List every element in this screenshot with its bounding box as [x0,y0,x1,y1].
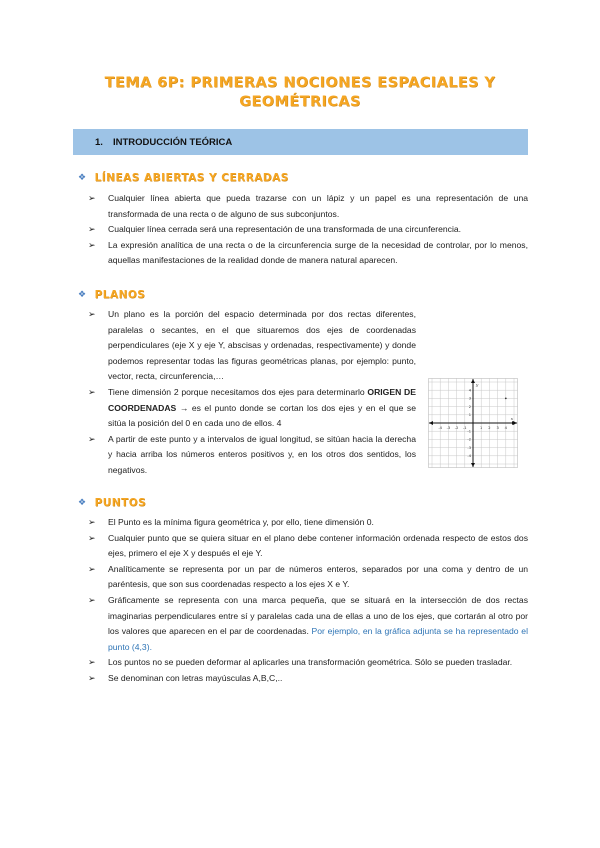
puntos-list [88,515,528,687]
section-header-bar [73,129,528,155]
y-tick-label: 1 [468,413,471,418]
heading-lineas-text: LÍNEAS ABIERTAS Y CERRADAS [94,172,289,184]
x-tick-label: 2 [488,426,491,430]
arrow-bullet-icon: ➢ [88,386,96,397]
list-item: ➢ Cualquier punto que se quiera situar en el plano debe contener información ordenada respecto de estos dos ejes, primero el eje X y después el eje Y. [88,532,528,559]
lineas-list [88,191,528,269]
x-tick-label: -3 [446,426,451,430]
arrow-bullet-icon: ➢ [88,433,96,444]
arrow-bullet-icon: ➢ [88,657,96,668]
y-tick-label: -1 [467,429,471,434]
arrow-bullet-icon: ➢ [88,532,96,543]
arrow-bullet-icon: ➢ [88,309,96,319]
heading-planos-text: PLANOS [94,289,146,301]
y-tick-label: -4 [467,454,471,459]
y-tick-label: 2 [468,404,471,409]
list-item: ➢ Un plano es la porción del espacio determinada por dos rectas diferentes, paralelas o secantes, en el que situaremos dos ejes de coordenadas perpendiculares (eje X y eje Y, abscisas y ordenadas, respectivamente) y donde podemos representar todas las figuras geométricas planas, por ejemplo: punto, vector, recta, circunferencia,… [88,309,416,382]
y-tick-label: 4 [468,388,471,393]
x-tick-label: -1 [463,426,467,430]
diamond-bullet-icon: ❖ [78,290,87,300]
diamond-bullet-icon: ❖ [78,498,87,508]
section-number: 1. [95,136,103,148]
list-item: ➢ Cualquier línea abierta que pueda trazarse con un lápiz y un papel es una representación de una transformada de una recta o de alguno de sus subconjuntos. [88,193,528,219]
list-item: ➢ Analíticamente se representa por un par de números enteros, separados por una coma y dentro de un paréntesis, que son sus coordenadas respecto a los ejes X e Y. [88,563,528,590]
x-tick-label: 3 [496,426,499,430]
y-tick-label: -3 [467,445,471,450]
document-title [60,74,540,112]
arrow-bullet-icon: ➢ [88,239,96,250]
diamond-bullet-icon: ❖ [78,173,87,183]
arrow-bullet-icon: ➢ [88,224,96,235]
list-item: ➢ Tiene dimensión 2 porque necesitamos dos ejes para determinarlo ORIGEN DE COORDENADAS → es el punto donde se cortan los dos ejes y en el que se sitúa la posición del 0 en cada uno de ellos. 4 [88,386,416,429]
x-tick-label: 1 [480,426,483,430]
x-tick-label: 4 [504,426,507,430]
arrow-bullet-icon: ➢ [88,193,96,203]
x-tick-label: -4 [438,426,442,430]
title-line-1: TEMA 6P: PRIMERAS NOCIONES ESPACIALES Y [104,75,496,91]
list-item: ➢ Se denominan con letras mayúsculas A,B,C,.. [88,671,528,687]
heading-puntos [78,497,146,509]
y-tick-label: -2 [467,437,471,442]
heading-planos [78,289,145,301]
list-item: ➢ Los puntos no se pueden deformar al aplicarles una transformación geométrica. Sólo se pueden trasladar. [88,655,528,671]
y-tick-label: 3 [468,396,471,401]
y-axis-label: y [476,382,479,387]
coordinate-plane-chart [428,378,518,468]
arrow-bullet-icon: ➢ [88,594,96,605]
arrow-bullet-icon: ➢ [88,563,96,574]
heading-lineas [78,172,289,184]
list-item: ➢ Gráficamente se representa con una marca pequeña, que se situará en la intersección de dos rectas imaginarias perpendiculares entre sí y paralelas cada una de ellas a uno de los ejes, que cortarán al otro por los valores que aparecen en el par de coordenadas. Por ejemplo, en la gráfica adjunta se ha representado el punto (4,3). [88,594,528,652]
list-item: ➢ El Punto es la mínima figura geométrica y, por ello, tiene dimensión 0. [88,515,528,531]
list-item: ➢ A partir de este punto y a intervalos de igual longitud, se sitúan hacia la derecha y hacia arriba los números enteros positivos y, en los otros dos sentidos, los negativos. [88,433,416,475]
x-axis-label: x [510,416,513,421]
title-line-2: GEOMÉTRICAS [239,94,361,110]
list-item: ➢ Cualquier línea cerrada será una representación de una transformada de una circunferencia. [88,222,528,238]
data-point [505,398,507,400]
arrow-bullet-icon: ➢ [88,672,96,683]
section-label: INTRODUCCIÓN TEÓRICA [113,136,233,148]
list-item: ➢ La expresión analítica de una recta o de la circunferencia surge de la necesidad de controlar, por lo menos, aquellas manifestaciones de la realidad donde de manera natural aparecen. [88,239,528,266]
heading-puntos-text: PUNTOS [94,497,147,509]
arrow-bullet-icon: ➢ [88,517,96,527]
x-tick-label: -2 [454,426,459,430]
